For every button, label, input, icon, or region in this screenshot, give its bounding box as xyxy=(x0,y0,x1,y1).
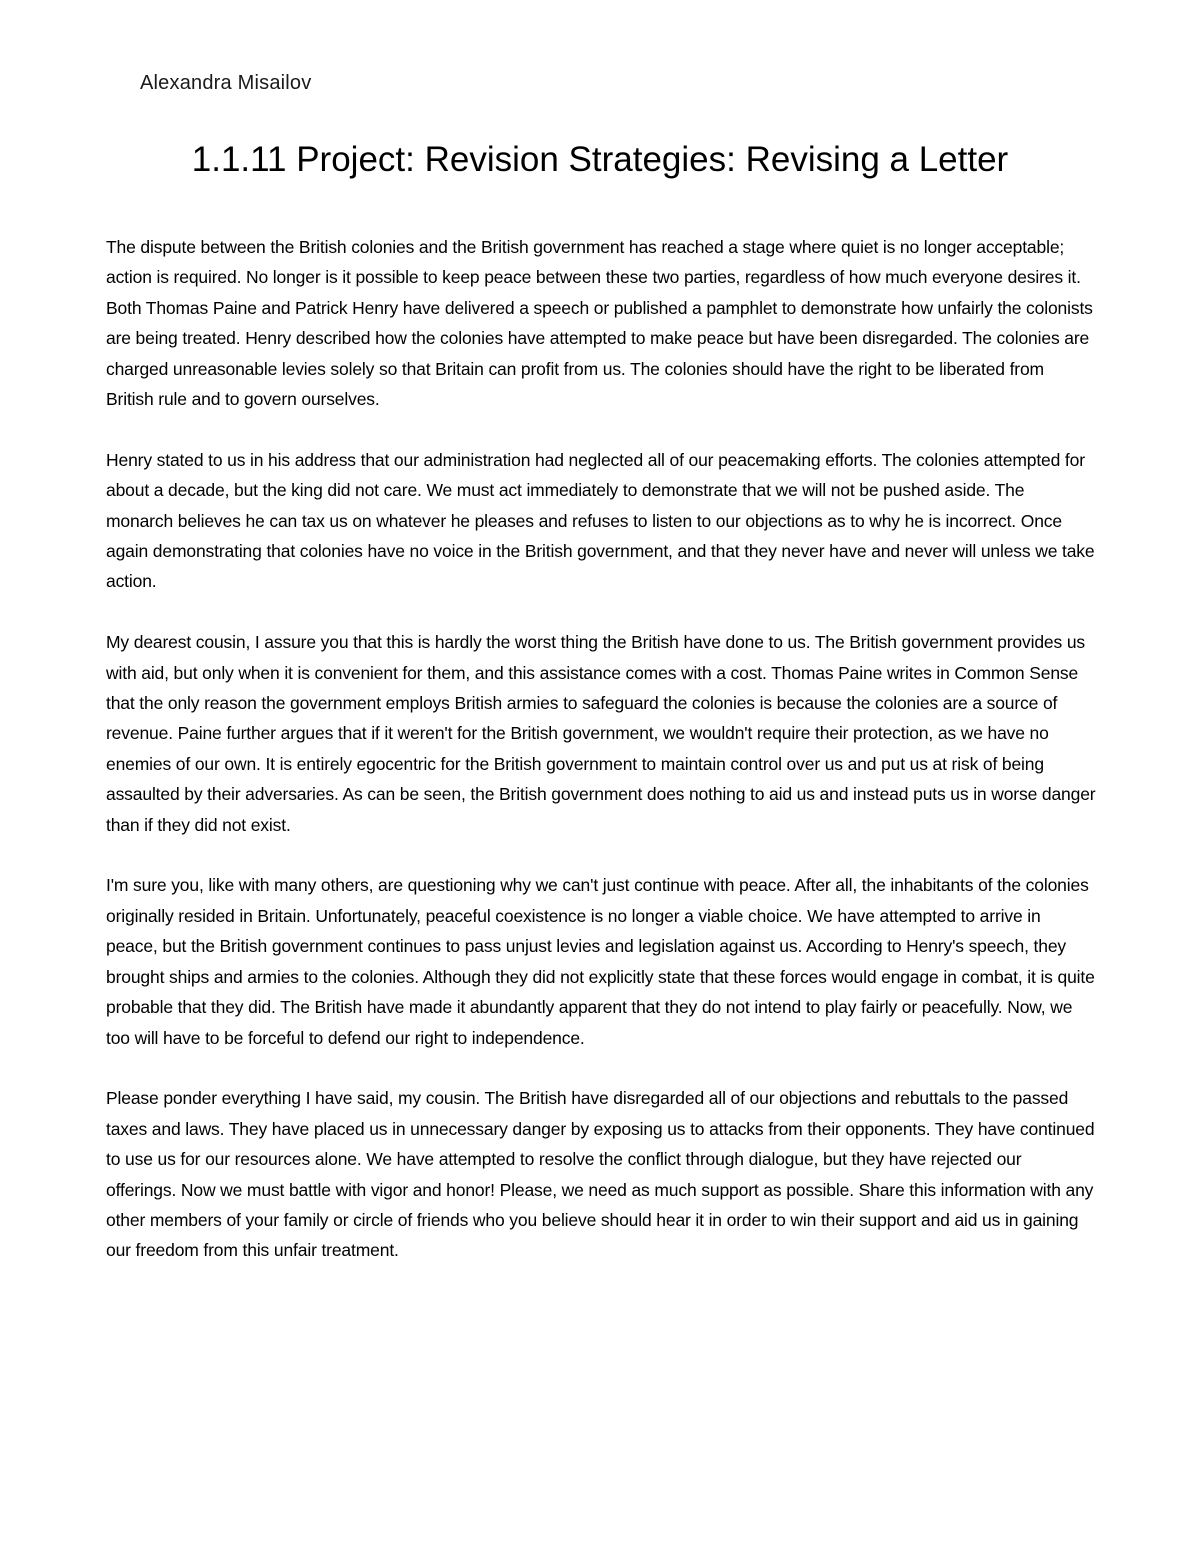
paragraph-4: I'm sure you, like with many others, are questioning why we can't just continue with peace. After all, the inhabitants of the colonies originally resided in Britain. Unfortunately, peaceful coexistence is no longer a viable choice. We have attempted to arrive in peace, but the British government continues to pass unjust levies and legislation against us. According to Henry's speech, they brought ships and armies to the colonies. Although they did not explicitly state that these forces would engage in combat, it is quite probable that they did. The British have made it abundantly apparent that they do not intend to play fairly or peacefully. Now, we too will have to be forceful to defend our right to independence. xyxy=(106,875,1095,1048)
document-title: 1.1.11 Project: Revision Strategies: Revising a Letter xyxy=(191,140,1009,179)
letter-body xyxy=(106,232,1096,1296)
paragraph-1: The dispute between the British colonies and the British government has reached a stage where quiet is no longer acceptable; action is required. No longer is it possible to keep peace between these two parties, regardless of how much everyone desires it. Both Thomas Paine and Patrick Henry have delivered a speech or published a pamphlet to demonstrate how unfairly the colonists are being treated. Henry described how the colonies have attempted to make peace but have been disregarded. The colonies are charged unreasonable levies solely so that Britain can profit from us. The colonies should have the right to be liberated from British rule and to govern ourselves. xyxy=(106,237,1093,410)
paragraph-3: My dearest cousin, I assure you that this is hardly the worst thing the British have done to us. The British government provides us with aid, but only when it is convenient for them, and this assistance comes with a cost. Thomas Paine writes in Common Sense that the only reason the government employs British armies to safeguard the colonies is because the colonies are a source of revenue. Paine further argues that if it weren't for the British government, we wouldn't require their protection, as we have no enemies of our own. It is entirely egocentric for the British government to maintain control over us and put us at risk of being assaulted by their adversaries. As can be seen, the British government does nothing to aid us and instead puts us in worse danger than if they did not exist. xyxy=(106,632,1096,835)
paragraph-2: Henry stated to us in his address that our administration had neglected all of our peacemaking efforts. The colonies attempted for about a decade, but the king did not care. We must act immediately to demonstrate that we will not be pushed aside. The monarch believes he can tax us on whatever he pleases and refuses to listen to our objections as to why he is incorrect. Once again demonstrating that colonies have no voice in the British government, and that they never have and never will unless we take action. xyxy=(106,449,1095,592)
paragraph-5: Please ponder everything I have said, my cousin. The British have disregarded all of our objections and rebuttals to the passed taxes and laws. They have placed us in unnecessary danger by exposing us to attacks from their opponents. They have continued to use us for our resources alone. We have attempted to resolve the conflict through dialogue, but they have rejected our offerings. Now we must battle with vigor and honor! Please, we need as much support as possible. Share this information with any other members of your family or circle of friends who you believe should hear it in order to win their support and aid us in gaining our freedom from this unfair treatment. xyxy=(106,1088,1095,1261)
author-name: Alexandra Misailov xyxy=(140,72,312,94)
